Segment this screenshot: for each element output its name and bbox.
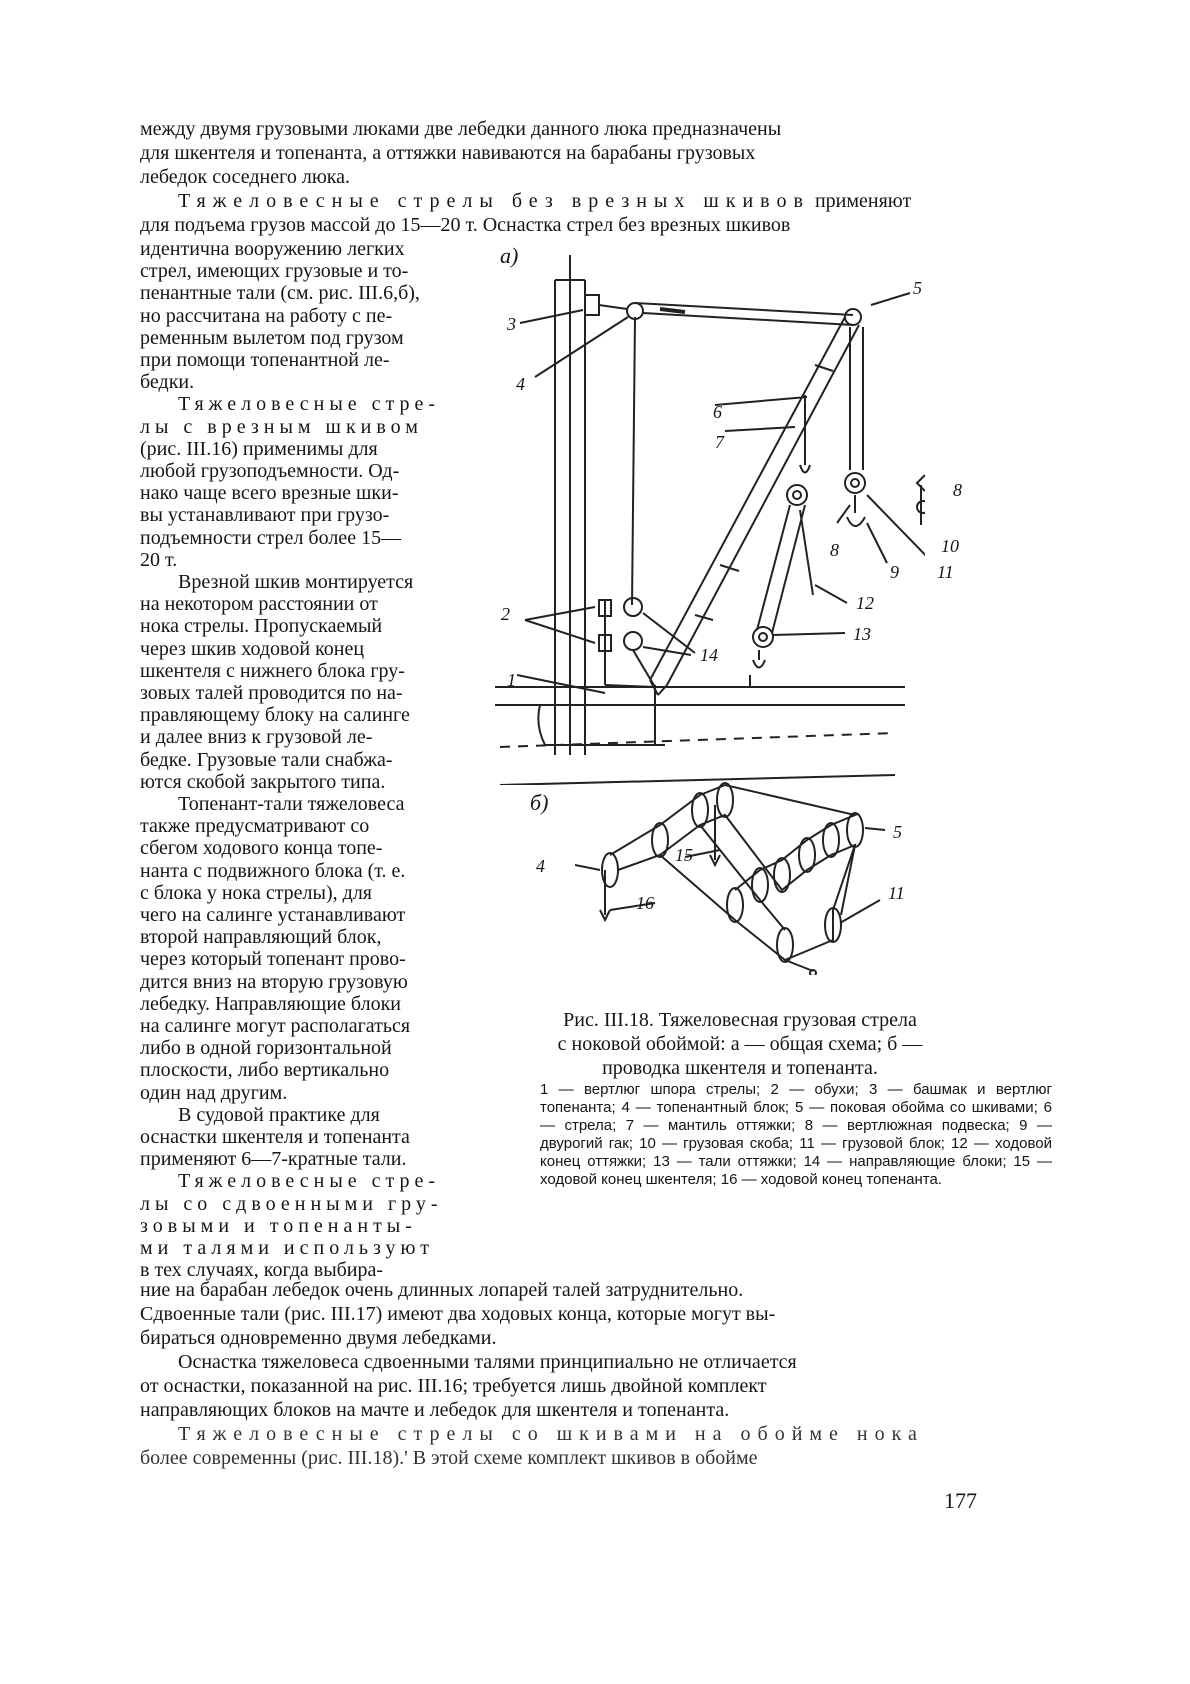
text-line: более современны (рис. III.18).' В этой схеме комплект шкивов в обойме	[140, 1447, 758, 1469]
callout-10: 10	[941, 536, 959, 556]
text-line: бираться одновременно двумя лебедками.	[140, 1327, 497, 1349]
left-column-line: чего на салинге устанавливают	[140, 904, 406, 926]
callout-9: 9	[890, 562, 899, 582]
left-column-line: идентична вооружению легких	[140, 238, 405, 260]
left-column-line: любой грузоподъемности. Од-	[140, 460, 400, 482]
left-column-line: при помощи топенантной ле-	[140, 349, 390, 371]
left-column-line: ременным вылетом под грузом	[140, 326, 404, 349]
left-column-line: бедки.	[140, 371, 195, 394]
left-column-line: также предусматривают со	[140, 815, 370, 838]
left-column-line: дится вниз на вторую грузовую	[140, 970, 408, 993]
page-number: 177	[944, 1488, 977, 1513]
figure-label-a: а)	[500, 243, 519, 268]
left-column-line: через который топенант прово-	[140, 948, 406, 971]
left-column-line: Топенант-тали тяжеловеса	[178, 793, 405, 815]
text-line: от оснастки, показанной на рис. III.16; требуется лишь двойной комплект	[140, 1375, 767, 1397]
left-column-line: бедке. Грузовые тали снабжа-	[140, 748, 393, 771]
left-column-line: один над другим.	[140, 1081, 288, 1104]
text-line: лебедок соседнего люка.	[140, 166, 351, 188]
left-column-line: ми талями используют	[140, 1237, 434, 1259]
callout-11b: 11	[888, 883, 905, 903]
left-column-line: в тех случаях, когда выбира-	[140, 1259, 384, 1282]
callout-6: 6	[713, 402, 722, 422]
left-column-line: зовыми и топенанты-	[140, 1214, 417, 1237]
callout-15: 15	[675, 845, 693, 865]
left-column-line: правляющему блоку на салинге	[140, 704, 410, 727]
text-line: Оснастка тяжеловеса сдвоенными талями принципиально не отличается	[178, 1351, 797, 1373]
left-column-line: нока стрелы. Пропускаемый	[140, 615, 383, 638]
left-column-line: ются скобой закрытого типа.	[140, 770, 386, 793]
left-column-line: Врезной шкив монтируется	[178, 571, 414, 593]
left-column-line: на салинге могут располагаться	[140, 1015, 411, 1037]
left-column-line: Тяжеловесные стре-	[178, 1170, 441, 1193]
left-column-line: на некотором расстоянии от	[140, 593, 378, 616]
callout-1: 1	[507, 670, 516, 690]
callout-8a: 8	[830, 540, 839, 560]
left-column-line: Тяжеловесные стре-	[178, 393, 441, 416]
callout-16: 16	[636, 893, 654, 913]
callout-12: 12	[856, 593, 874, 613]
left-column-line: подъемности стрел более 15—	[140, 526, 402, 549]
text-line: между двумя грузовыми люками две лебедки данного люка предназначены	[140, 118, 782, 140]
left-column-line: сбегом ходового конца топе-	[140, 837, 383, 860]
left-column-line: и далее вниз к грузовой ле-	[140, 726, 373, 749]
left-column-line: плоскости, либо вертикально	[140, 1059, 390, 1082]
callout-5: 5	[913, 278, 922, 298]
text-line	[178, 189, 911, 213]
left-column-line: второй направляющий блок,	[140, 926, 382, 949]
callout-11a: 11	[937, 562, 954, 582]
figure-caption-line: проводка шкентеля и топенанта.	[602, 1057, 878, 1079]
callout-2: 2	[501, 604, 510, 624]
callout-14: 14	[700, 645, 718, 665]
text-line: ние на барабан лебедок очень длинных лопарей талей затруднительно.	[140, 1279, 744, 1301]
figure-label-b: б)	[530, 790, 549, 815]
figure-caption-line: с ноковой обоймой: а — общая схема; б —	[557, 1033, 923, 1055]
left-column-line: лебедку. Направляющие блоки	[140, 992, 401, 1015]
callout-4: 4	[516, 374, 525, 394]
left-column-line: с блока у нока стрелы), для	[140, 881, 372, 904]
left-column-line: шкентеля с нижнего блока гру-	[140, 659, 405, 682]
left-column-line: лы со сдвоенными гру-	[140, 1192, 443, 1215]
spaced-lead: Тяжеловесные стрелы без врезных шкивов	[178, 190, 810, 212]
left-column-line: 20 т.	[140, 548, 178, 571]
left-column-line: пенантные тали (см. рис. III.6,б),	[140, 282, 420, 305]
text-line: для подъема грузов массой до 15—20 т. Оснастка стрел без врезных шкивов	[140, 214, 791, 236]
left-column-line: лы с врезным шкивом	[140, 415, 423, 438]
figure-drawing-b	[575, 775, 945, 975]
callout-4b: 4	[536, 856, 545, 876]
callout-3: 3	[507, 314, 516, 334]
text-line: Тяжеловесные стрелы со шкивами на обойме нока	[178, 1423, 924, 1445]
left-column-line: (рис. III.16) применимы для	[140, 437, 378, 460]
text-line: Сдвоенные тали (рис. III.17) имеют два ходовых конца, которые могут вы-	[140, 1303, 776, 1325]
text-line: направляющих блоков на мачте и лебедок для шкентеля и топенанта.	[140, 1399, 730, 1421]
figure-drawing-a	[495, 255, 925, 785]
left-column-line: В судовой практике для	[178, 1103, 380, 1126]
text-line: для шкентеля и топенанта, а оттяжки навиваются на барабаны грузовых	[140, 142, 756, 164]
figure-legend: 1 — вертлюг шпора стрелы; 2 — обухи; 3 — башмак и вертлюг топенанта; 4 — топенантный блок; 5 — поковая обойма со шкивами; 6 — стрела; 7 — мантиль оттяжки; 8 — вертлюжная подвеска; 9 — двурогий гак; 10 — грузовая скоба; 11 — грузовой блок; 12 — ходовой конец оттяжки; 13 — тали оттяжки; 14 — направляющие блоки; 15 — ходовой конец шкентеля; 16 — ходовой конец топенанта.	[540, 1081, 1052, 1188]
left-column-line: либо в одной горизонтальной	[140, 1037, 392, 1060]
callout-8b: 8	[953, 480, 962, 500]
figure-caption-line: Рис. III.18. Тяжеловесная грузовая стрела	[563, 1009, 917, 1031]
left-column-line: вы устанавливают при грузо-	[140, 504, 390, 527]
callout-13: 13	[853, 624, 871, 644]
left-column-line: зовых талей проводится по на-	[140, 682, 403, 704]
text-tail: применяют	[814, 190, 912, 212]
left-column-line: нако чаще всего врезные шки-	[140, 482, 399, 505]
left-column-line: стрел, имеющих грузовые и то-	[140, 260, 409, 283]
left-column-line: через шкив ходовой конец	[140, 637, 365, 660]
callout-5b: 5	[893, 822, 902, 842]
left-column-line: применяют 6—7-кратные тали.	[140, 1148, 407, 1171]
callout-7: 7	[715, 432, 724, 452]
left-column-line: нанта с подвижного блока (т. е.	[140, 859, 406, 882]
left-column-line: оснастки шкентеля и топенанта	[140, 1126, 410, 1148]
left-column-line: но рассчитана на работу с пе-	[140, 304, 393, 327]
